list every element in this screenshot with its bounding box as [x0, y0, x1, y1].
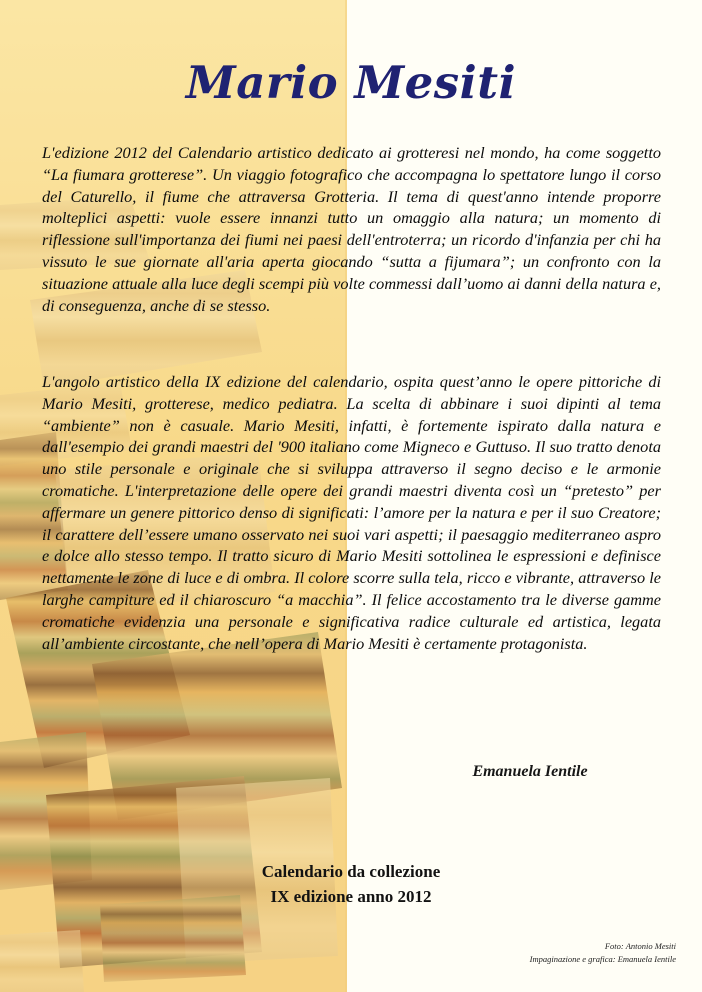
artist-paragraph: L'angolo artistico della IX edizione del calendario, ospita quest’anno le opere pittoriche di Mario Mesiti, grotterese, medico pediatra. La scelta di abbinare i suoi dipinti al tema “ambiente” non è casuale. Mario Mesiti, infatti, è fortemente ispirato dalla natura e dall'esempio dei grandi maestri del '900 italiano come Migneco e Guttuso. Il suo tratto denota uno stile personale e originale che si sviluppa attraverso il segno deciso e le armonie cromatiche. L'interpretazione delle opere dei grandi maestri diventa così un “pretesto” per affermare un genere pittorico denso di significati: l’amore per la natura e per il suo Creatore; il carattere dell’essere umano osservato nei suoi vari aspetti; il paesaggio mediterraneo aspro e dolce allo stesso tempo. Il tratto sicuro di Mario Mesiti sottolinea le espressioni e definisce nettamente le zone di luce e di ombra. Il colore scorre sulla tela, ricco e vibrante, attraverso le larghe campiture ed il chiaroscuro “a macchia”. Il felice accostamento tra le diverse gamme cromatiche evidenzia una personale e significativa radice culturale ed artistica, legata all’ambiente circostante, che nell’opera di Mario Mesiti è certamente protagonista.: [42, 372, 661, 653]
edition-label: IX edizione anno 2012: [270, 887, 432, 906]
page-title: Mario Mesiti: [185, 56, 517, 109]
calendar-label: Calendario da collezione: [261, 862, 441, 881]
author-signature: Emanuela Ientile: [472, 763, 588, 780]
intro-paragraph: L'edizione 2012 del Calendario artistico dedicato ai grotteresi nel mondo, ha come soggetto “La fiumara grotterese”. Un viaggio fotografico che accompagna lo spettatore lungo il corso del Caturello, il fiume che attraversa Grotteria. Il tema di quest'anno intende proporre molteplici aspetti: vuole essere innanzi tutto un omaggio alla natura; un momento di riflessione sull'importanza dei fiumi nei paesi dell'entroterra; un ricordo d'infanzia per chi ha vissuto le sue giornate all'aria aperta giocando “sutta a fijumara”; un confronto con la situazione attuale alla luce degli scempi più volte commessi dall’uomo ai danni della natura e, di conseguenza, anche di se stesso.: [42, 143, 661, 315]
layout-credit: Impaginazione e grafica: Emanuela Ientile: [529, 954, 676, 964]
photo-credit: Foto: Antonio Mesiti: [604, 941, 676, 951]
